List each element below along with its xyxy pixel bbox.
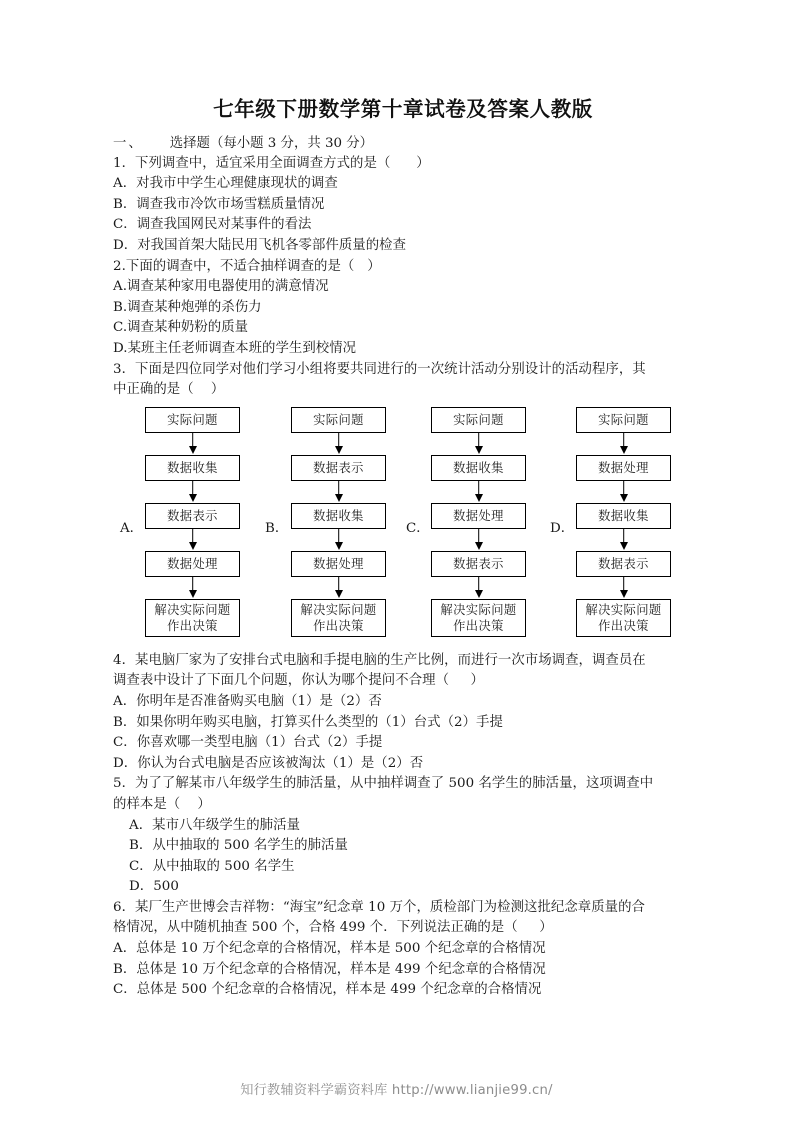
flow-step-box: 数据表示 xyxy=(291,455,386,481)
question-2-option-b: B.调查某种炮弹的杀伤力 xyxy=(113,299,262,315)
question-3-flowchart-group xyxy=(113,407,693,647)
question-2-option-a: A.调查某种家用电器使用的满意情况 xyxy=(113,279,329,295)
flow-final-box xyxy=(291,599,386,637)
question-4-stem-line-2: 调查表中设计了下面几个问题，你认为哪个提问不合理（ ） xyxy=(113,673,484,689)
flow-step-box: 数据表示 xyxy=(576,551,671,577)
flow-final-line-2: 作出决策 xyxy=(167,618,218,633)
question-4-stem-line-1: 4．某电脑厂家为了安排台式电脑和手提电脑的生产比例，而进行一次市场调查，调查员在 xyxy=(113,652,646,668)
question-3-stem-line-1: 3．下面是四位同学对他们学习小组将要共同进行的一次统计活动分别设计的活动程序，其 xyxy=(113,361,646,377)
flowchart-label-c: C． xyxy=(406,520,430,536)
flowchart-label-b: B． xyxy=(265,520,289,536)
question-5-option-a: A．某市八年级学生的肺活量 xyxy=(129,817,301,833)
flow-arrow-down-icon xyxy=(145,529,240,551)
flow-arrow-down-icon xyxy=(145,481,240,503)
flow-final-line-1: 解决实际问题 xyxy=(300,602,377,617)
question-5-option-b: B．从中抽取的 500 名学生的肺活量 xyxy=(129,838,348,854)
flow-step-box: 数据处理 xyxy=(291,551,386,577)
flow-arrow-down-icon xyxy=(291,577,386,599)
flowchart-option-c xyxy=(431,407,526,637)
question-2-stem: 2.下面的调查中，不适合抽样调查的是（ ） xyxy=(113,258,381,274)
flowchart-option-d xyxy=(576,407,671,637)
flow-step-box: 数据处理 xyxy=(431,503,526,529)
flow-arrow-down-icon xyxy=(431,433,526,455)
flow-arrow-down-icon xyxy=(431,577,526,599)
question-6-option-a: A．总体是 10 万个纪念章的合格情况，样本是 500 个纪念章的合格情况 xyxy=(113,941,546,957)
flow-arrow-down-icon xyxy=(291,433,386,455)
flow-final-line-2: 作出决策 xyxy=(313,618,364,633)
section-heading-text: 选择题（每小题 3 分，共 30 分） xyxy=(169,135,374,151)
flowchart-option-a xyxy=(145,407,240,637)
question-6-option-c: C．总体是 500 个纪念章的合格情况，样本是 499 个纪念章的合格情况 xyxy=(113,982,542,998)
flow-arrow-down-icon xyxy=(431,481,526,503)
flow-step-box: 数据收集 xyxy=(431,455,526,481)
flow-arrow-down-icon xyxy=(576,577,671,599)
flow-step-box: 数据收集 xyxy=(291,503,386,529)
flow-step-box: 数据处理 xyxy=(576,455,671,481)
flow-final-line-1: 解决实际问题 xyxy=(440,602,517,617)
flow-final-line-1: 解决实际问题 xyxy=(154,602,231,617)
question-3-stem-line-2: 中正确的是（ ） xyxy=(113,382,225,398)
question-1-option-c: C．调查我国网民对某事件的看法 xyxy=(113,217,312,233)
flow-step-box: 数据收集 xyxy=(576,503,671,529)
flow-step-box: 数据表示 xyxy=(145,503,240,529)
question-5-option-d: D．500 xyxy=(129,879,179,895)
flow-step-box: 实际问题 xyxy=(145,407,240,433)
page-title: 七年级下册数学第十章试卷及答案人教版 xyxy=(213,97,593,121)
flow-final-line-2: 作出决策 xyxy=(453,618,504,633)
flow-step-box: 实际问题 xyxy=(431,407,526,433)
flow-final-box xyxy=(576,599,671,637)
flowchart-option-b xyxy=(291,407,386,637)
flow-arrow-down-icon xyxy=(431,529,526,551)
flowchart-label-d: D． xyxy=(550,520,575,536)
flow-step-box: 实际问题 xyxy=(576,407,671,433)
question-4-option-b: B．如果你明年购买电脑，打算买什么类型的（1）台式（2）手提 xyxy=(113,714,503,730)
question-4-option-a: A．你明年是否准备购买电脑（1）是（2）否 xyxy=(113,693,382,709)
flow-final-box xyxy=(145,599,240,637)
flow-arrow-down-icon xyxy=(145,577,240,599)
flow-step-box: 实际问题 xyxy=(291,407,386,433)
flow-final-box xyxy=(431,599,526,637)
flow-arrow-down-icon xyxy=(145,433,240,455)
question-1-option-a: A．对我市中学生心理健康现状的调查 xyxy=(113,176,338,192)
question-5-stem-line-1: 5．为了了解某市八年级学生的肺活量，从中抽样调查了 500 名学生的肺活量，这项调查中 xyxy=(113,776,654,792)
question-2-option-d: D.某班主任老师调查本班的学生到校情况 xyxy=(113,340,357,356)
question-5-option-c: C．从中抽取的 500 名学生 xyxy=(129,858,295,874)
flow-step-box: 数据收集 xyxy=(145,455,240,481)
question-1-option-d: D．对我国首架大陆民用飞机各零部件质量的检查 xyxy=(113,238,407,254)
section-heading xyxy=(113,133,693,154)
question-6-stem-line-1: 6．某厂生产世博会吉祥物：“海宝”纪念章 10 万个，质检部门为检测这批纪念章质量的合 xyxy=(113,899,645,915)
question-1-stem: 1．下列调查中，适宜采用全面调查方式的是（ ） xyxy=(113,155,430,171)
question-4-option-c: C．你喜欢哪一类型电脑（1）台式（2）手提 xyxy=(113,735,383,751)
flow-arrow-down-icon xyxy=(576,529,671,551)
question-1-option-b: B．调查我市冷饮市场雪糕质量情况 xyxy=(113,196,325,212)
flowchart-label-a: A． xyxy=(120,520,144,536)
question-4-option-d: D．你认为台式电脑是否应该被淘汰（1）是（2）否 xyxy=(113,755,424,771)
flow-arrow-down-icon xyxy=(576,433,671,455)
question-5-stem-line-2: 的样本是（ ） xyxy=(113,796,211,812)
flow-final-line-1: 解决实际问题 xyxy=(585,602,662,617)
flow-step-box: 数据处理 xyxy=(145,551,240,577)
document-body xyxy=(113,96,693,1001)
footer-watermark: 知行教辅资料学霸资料库 http://www.lianjie99.cn/ xyxy=(240,1083,553,1098)
flow-arrow-down-icon xyxy=(291,529,386,551)
flow-final-line-2: 作出决策 xyxy=(598,618,649,633)
question-6-option-b: B．总体是 10 万个纪念章的合格情况，样本是 499 个纪念章的合格情况 xyxy=(113,961,546,977)
flow-arrow-down-icon xyxy=(576,481,671,503)
section-number: 一、 xyxy=(113,135,144,151)
flow-arrow-down-icon xyxy=(291,481,386,503)
question-6-stem-line-2: 格情况，从中随机抽查 500 个，合格 499 个．下列说法正确的是（ ） xyxy=(113,920,553,936)
question-2-option-c: C.调查某种奶粉的质量 xyxy=(113,320,249,336)
flow-step-box: 数据表示 xyxy=(431,551,526,577)
